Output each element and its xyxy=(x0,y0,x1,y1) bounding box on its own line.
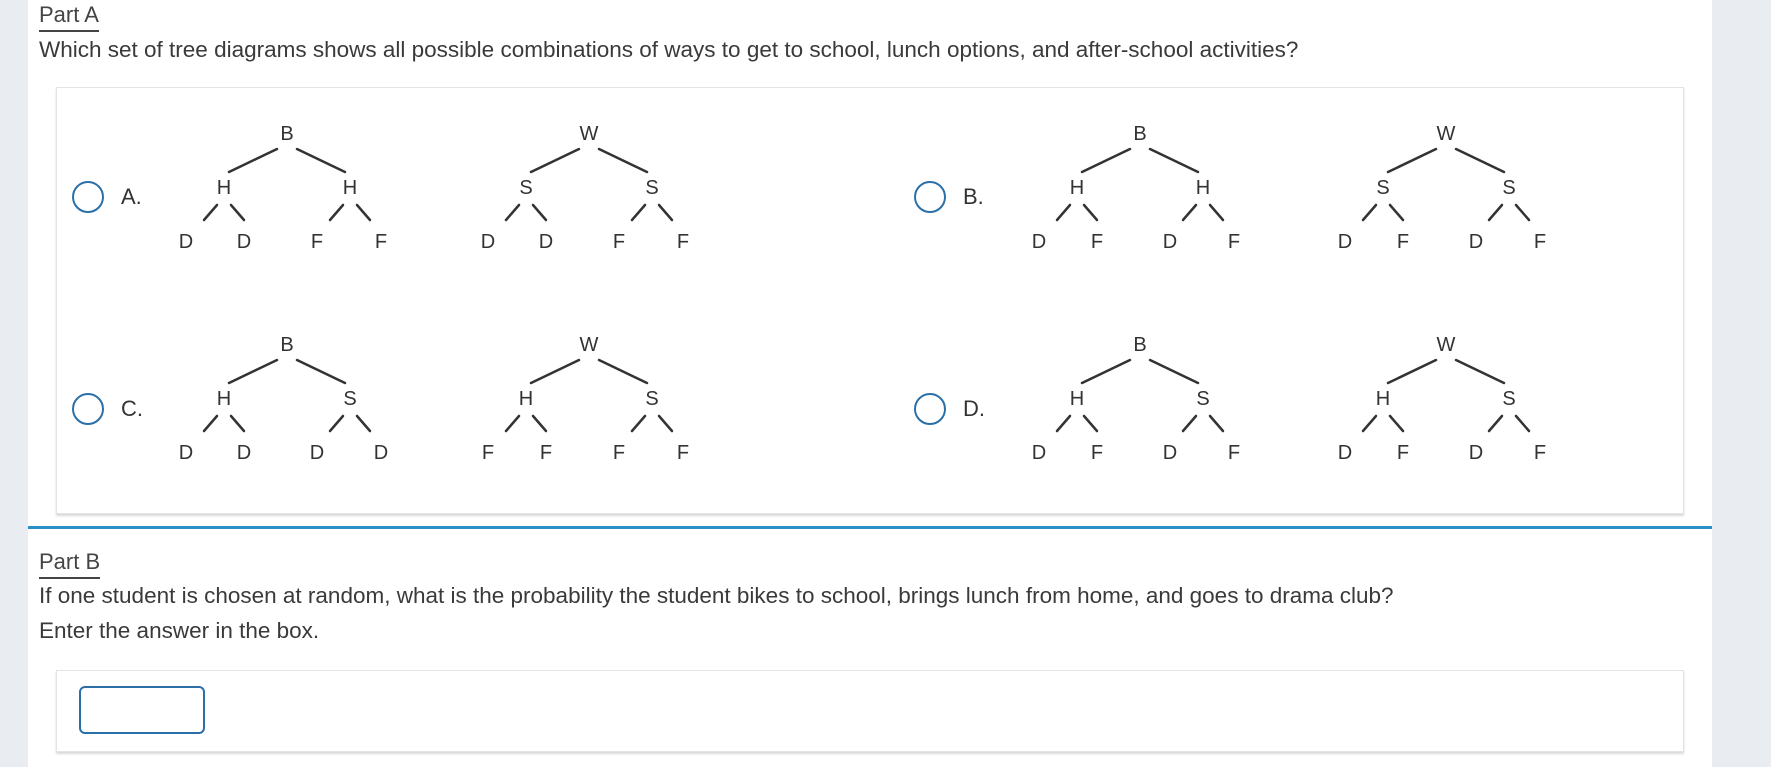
tree-leaf-label: F xyxy=(612,442,626,464)
tree-branch xyxy=(330,205,343,220)
tree-node-label: H xyxy=(342,177,358,199)
tree-branch xyxy=(330,416,343,431)
tree-branch xyxy=(1456,360,1504,383)
radio-choice-a[interactable] xyxy=(72,181,104,213)
tree-node-label: H xyxy=(1375,388,1391,410)
part-b-label: Part B xyxy=(39,549,100,579)
tree-leaf-label: F xyxy=(1090,231,1104,253)
tree-branch xyxy=(1390,416,1403,431)
tree-leaf-label: D xyxy=(178,442,194,464)
tree-leaf-label: D xyxy=(236,231,252,253)
tree-leaf-label: D xyxy=(538,231,554,253)
tree-branch xyxy=(357,416,370,431)
tree-root-label: W xyxy=(1436,334,1456,356)
tree-branch xyxy=(1082,149,1130,172)
tree-node-label: S xyxy=(1502,177,1516,199)
tree-branch xyxy=(531,149,579,172)
tree-leaf-label: D xyxy=(1162,442,1178,464)
tree-leaf-label: D xyxy=(1031,442,1047,464)
choice-c-letter: C. xyxy=(121,396,143,421)
tree-branch xyxy=(1363,416,1376,431)
part-a-label: Part A xyxy=(39,2,99,32)
tree-branch xyxy=(531,360,579,383)
tree-root-label: B xyxy=(1133,334,1147,356)
tree-node-label: S xyxy=(1502,388,1516,410)
tree-branch xyxy=(659,205,672,220)
tree-leaf-label: F xyxy=(676,231,690,253)
tree-leaf-label: F xyxy=(310,231,324,253)
radio-choice-d[interactable] xyxy=(914,393,946,425)
tree-branch xyxy=(357,205,370,220)
tree-branch xyxy=(231,416,244,431)
tree-branch xyxy=(1516,205,1529,220)
tree-branch xyxy=(1516,416,1529,431)
tree-branch xyxy=(1210,416,1223,431)
tree-branch xyxy=(204,416,217,431)
part-b-instruction: Enter the answer in the box. xyxy=(39,618,320,643)
tree-leaf-label: D xyxy=(480,231,496,253)
tree-branch xyxy=(533,205,546,220)
tree-node-label: S xyxy=(1376,177,1390,199)
tree-branch xyxy=(533,416,546,431)
tree-leaf-label: F xyxy=(481,442,495,464)
tree-diagram xyxy=(1326,123,1566,266)
tree-leaf-label: F xyxy=(676,442,690,464)
question-panel xyxy=(28,0,1712,767)
tree-leaf-label: D xyxy=(1468,442,1484,464)
tree-leaf-label: D xyxy=(1162,231,1178,253)
tree-branch xyxy=(632,416,645,431)
tree-leaf-label: D xyxy=(1337,442,1353,464)
tree-leaf-label: D xyxy=(1337,231,1353,253)
tree-branch xyxy=(599,149,647,172)
tree-diagram xyxy=(167,334,407,477)
answer-box xyxy=(56,670,1684,752)
part-b-question: If one student is chosen at random, what is the probability the student bikes to school, brings lunch from home, and goes to drama club? xyxy=(39,583,1394,608)
choice-d-letter: D. xyxy=(963,396,985,421)
choices-box xyxy=(56,87,1684,514)
tree-leaf-label: D xyxy=(178,231,194,253)
tree-node-label: H xyxy=(216,388,232,410)
tree-leaf-label: F xyxy=(1090,442,1104,464)
tree-root-label: B xyxy=(280,123,294,145)
radio-choice-c[interactable] xyxy=(72,393,104,425)
section-divider xyxy=(28,526,1712,529)
tree-branch xyxy=(1057,205,1070,220)
tree-branch xyxy=(1150,149,1198,172)
tree-branch xyxy=(1489,205,1502,220)
tree-branch xyxy=(1183,416,1196,431)
tree-branch xyxy=(1388,149,1436,172)
choice-b-letter: B. xyxy=(963,184,984,209)
tree-node-label: H xyxy=(216,177,232,199)
radio-choice-b[interactable] xyxy=(914,181,946,213)
tree-branch xyxy=(1084,205,1097,220)
tree-branch xyxy=(229,360,277,383)
tree-root-label: B xyxy=(280,334,294,356)
tree-node-label: S xyxy=(519,177,533,199)
tree-leaf-label: F xyxy=(1227,231,1241,253)
tree-branch xyxy=(1057,416,1070,431)
tree-branch xyxy=(229,149,277,172)
tree-node-label: S xyxy=(645,388,659,410)
tree-branch xyxy=(1489,416,1502,431)
tree-branch xyxy=(1456,149,1504,172)
tree-branch xyxy=(506,205,519,220)
tree-leaf-label: F xyxy=(1533,442,1547,464)
tree-node-label: H xyxy=(518,388,534,410)
tree-branch xyxy=(506,416,519,431)
tree-node-label: H xyxy=(1069,177,1085,199)
tree-leaf-label: F xyxy=(1396,442,1410,464)
part-a-question: Which set of tree diagrams shows all possible combinations of ways to get to school, lunch options, and after-school activities? xyxy=(39,37,1299,62)
answer-input[interactable] xyxy=(79,686,205,734)
tree-branch xyxy=(599,360,647,383)
tree-leaf-label: D xyxy=(1468,231,1484,253)
tree-leaf-label: F xyxy=(539,442,553,464)
tree-leaf-label: F xyxy=(374,231,388,253)
tree-leaf-label: F xyxy=(1533,231,1547,253)
tree-leaf-label: D xyxy=(373,442,389,464)
tree-leaf-label: F xyxy=(1227,442,1241,464)
tree-branch xyxy=(1210,205,1223,220)
tree-branch xyxy=(1363,205,1376,220)
tree-branch xyxy=(204,205,217,220)
tree-branch xyxy=(1082,360,1130,383)
tree-branch xyxy=(1150,360,1198,383)
tree-leaf-label: F xyxy=(612,231,626,253)
tree-root-label: W xyxy=(579,334,599,356)
tree-leaf-label: D xyxy=(1031,231,1047,253)
tree-node-label: S xyxy=(343,388,357,410)
tree-branch xyxy=(1390,205,1403,220)
tree-root-label: W xyxy=(579,123,599,145)
tree-branch xyxy=(1084,416,1097,431)
tree-leaf-label: D xyxy=(236,442,252,464)
tree-node-label: S xyxy=(645,177,659,199)
tree-diagram xyxy=(1020,123,1260,266)
tree-branch xyxy=(1183,205,1196,220)
tree-root-label: B xyxy=(1133,123,1147,145)
tree-diagram xyxy=(1326,334,1566,477)
tree-diagram xyxy=(469,334,709,477)
tree-node-label: H xyxy=(1069,388,1085,410)
tree-branch xyxy=(297,360,345,383)
tree-diagram xyxy=(1020,334,1260,477)
tree-branch xyxy=(659,416,672,431)
tree-branch xyxy=(297,149,345,172)
tree-node-label: H xyxy=(1195,177,1211,199)
tree-diagram xyxy=(167,123,407,266)
tree-leaf-label: F xyxy=(1396,231,1410,253)
choice-a-letter: A. xyxy=(121,184,142,209)
tree-branch xyxy=(231,205,244,220)
tree-root-label: W xyxy=(1436,123,1456,145)
tree-node-label: S xyxy=(1196,388,1210,410)
tree-diagram xyxy=(469,123,709,266)
tree-branch xyxy=(1388,360,1436,383)
tree-branch xyxy=(632,205,645,220)
tree-leaf-label: D xyxy=(309,442,325,464)
